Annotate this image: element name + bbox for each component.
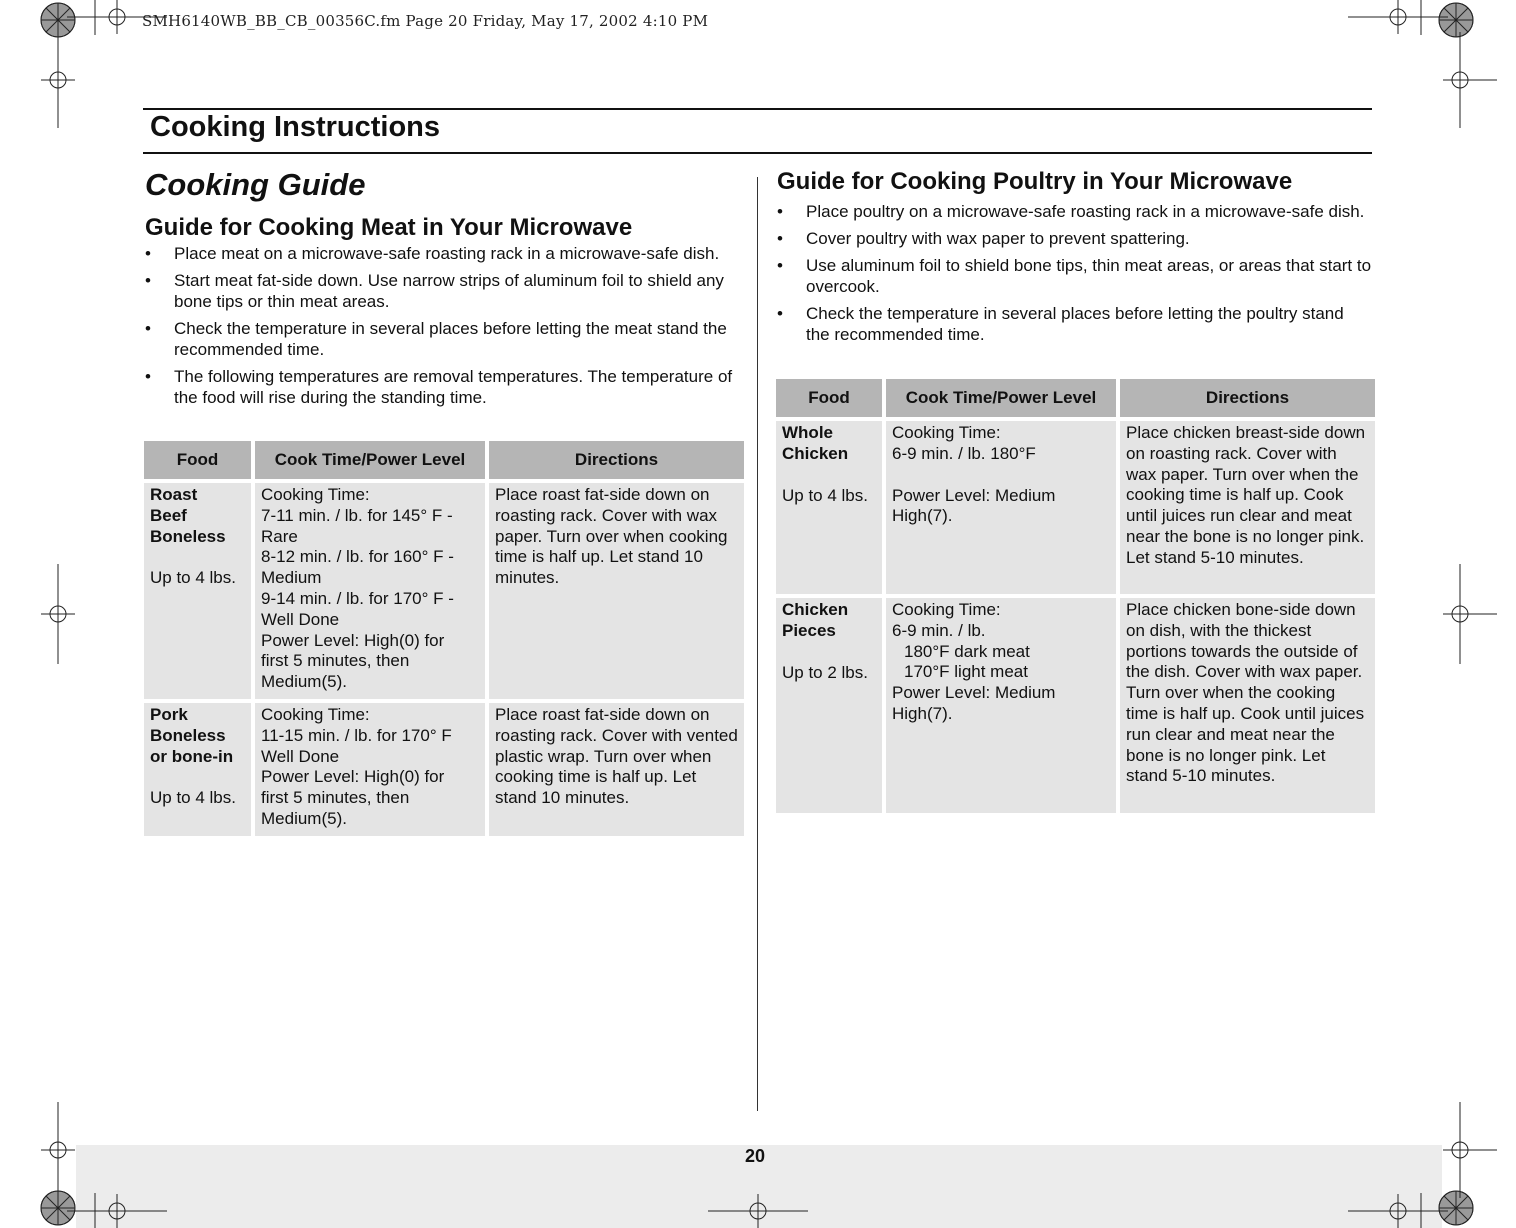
crop-sunburst-top-left: [41, 3, 75, 37]
spacer: [782, 642, 876, 663]
cook-line: first 5 minutes, then: [261, 651, 410, 671]
table-row: [144, 703, 744, 836]
cook-line: first 5 minutes, then: [261, 788, 410, 808]
cook-line: Cooking Time:: [261, 704, 370, 724]
meat-bullet: • Place meat on a microwave-safe roasting rack in a microwave-safe dish.: [145, 243, 740, 264]
meat-bullet: • Start meat fat-side down. Use narrow strips of aluminum foil to shield any bone tips or thin meat areas.: [145, 270, 740, 312]
cook-line: Medium(5).: [261, 672, 347, 692]
column-divider: [757, 177, 758, 1111]
food-cell: [776, 421, 882, 594]
table-row: [144, 483, 744, 699]
food-name-line: or bone-in: [150, 746, 234, 766]
page-title: Cooking Guide: [145, 167, 366, 202]
cook-line: Power Level: High(0) for: [261, 630, 445, 650]
cook-time-cell: [255, 483, 485, 699]
meat-guide-title: Guide for Cooking Meat in Your Microwave: [145, 214, 633, 241]
crosshair-left-bottom: [41, 1102, 75, 1198]
cook-line: Rare: [261, 526, 298, 546]
header-cook-time: Cook Time/Power Level: [886, 379, 1116, 417]
crosshair-bottom-right: [1348, 1194, 1448, 1228]
cook-line: 180°F dark meat: [904, 641, 1030, 661]
poultry-bullet: • Use aluminum foil to shield bone tips, thin meat areas, or areas that start to overcook.: [777, 255, 1372, 297]
spacer: [892, 465, 1110, 486]
page-number: 20: [745, 1146, 766, 1166]
cook-time-cell: [255, 703, 485, 836]
crosshair-left-mid: [41, 564, 75, 664]
crosshair-left-top: [41, 32, 75, 128]
cook-line: High(7).: [892, 703, 953, 723]
meat-bullet: • Check the temperature in several places before letting the meat stand the recommended time.: [145, 318, 740, 360]
table-header-row: [776, 379, 1375, 417]
directions-cell: Place chicken breast-side down on roasting rack. Cover with wax paper. Turn over when the cooking time is half up. Cook until juices run clear and meat near the bone is no longer pink. Let stand 5-10 minutes.: [1120, 421, 1375, 594]
cook-time-cell: [886, 421, 1116, 594]
section-title: Cooking Instructions: [150, 111, 440, 143]
cook-line: Power Level: Medium: [892, 485, 1056, 505]
cook-line: High(7).: [892, 506, 953, 526]
meat-bullet: • The following temperatures are removal temperatures. The temperature of the food will rise during the standing time.: [145, 366, 740, 408]
spacer: [782, 465, 876, 486]
directions-cell: Place chicken bone-side down on dish, with the thickest portions towards the outside of the dish. Cover with wax paper. Turn over when the cooking time is half up. Cook until juices run clear and meat near the bone is no longer pink. Let stand 5-10 minutes.: [1120, 598, 1375, 813]
poultry-bullet-list: [777, 201, 1372, 351]
crop-sunburst-top-right: [1439, 3, 1473, 37]
food-name-line: Beef: [150, 505, 187, 525]
crosshair-right-top: [1443, 32, 1497, 128]
crosshair-right-bottom: [1443, 1102, 1497, 1198]
food-name-line: Boneless: [150, 725, 226, 745]
crosshair-top-right-a: [1348, 0, 1448, 34]
crop-sunburst-bottom-right: [1439, 1191, 1473, 1225]
food-name-line: Boneless: [150, 526, 226, 546]
header-rule-top: [143, 108, 1372, 110]
food-name-line: Pieces: [782, 620, 836, 640]
header-directions: Directions: [1120, 379, 1375, 417]
cook-line: Cooking Time:: [261, 485, 370, 504]
cook-line: Well Done: [261, 746, 340, 766]
header-food: Food: [776, 379, 882, 417]
poultry-bullet: • Check the temperature in several places before letting the poultry stand the recommended time.: [777, 303, 1372, 345]
cook-line: 170°F light meat: [904, 662, 1028, 682]
header-rule-bottom: [143, 152, 1372, 154]
cook-line: Cooking Time:: [892, 600, 1001, 619]
cook-line: Cooking Time:: [892, 423, 1001, 442]
poultry-bullet: • Place poultry on a microwave-safe roasting rack in a microwave-safe dish.: [777, 201, 1372, 222]
header-directions: Directions: [489, 441, 744, 479]
poultry-table: [772, 375, 1379, 817]
meat-table: [140, 437, 748, 840]
food-name-line: Pork: [150, 704, 188, 724]
poultry-bullet: • Cover poultry with wax paper to prevent spattering.: [777, 228, 1372, 249]
poultry-guide-title: Guide for Cooking Poultry in Your Microwave: [777, 168, 1293, 195]
directions-cell: Place roast fat-side down on roasting rack. Cover with vented plastic wrap. Turn over when cooking time is half up. Let stand 10 minutes.: [489, 703, 744, 836]
weight-limit: Up to 4 lbs.: [150, 568, 236, 588]
crosshair-bottom-center: [708, 1194, 808, 1228]
cook-line: 8-12 min. / lb. for 160° F -: [261, 547, 454, 567]
cook-line: 11-15 min. / lb. for 170° F: [261, 725, 452, 745]
cook-line: Power Level: Medium: [892, 683, 1056, 703]
table-row: [776, 421, 1375, 594]
cook-line: 6-9 min. / lb.: [892, 620, 986, 640]
table-row: [776, 598, 1375, 813]
weight-limit: Up to 4 lbs.: [150, 788, 236, 808]
cook-line: Power Level: High(0) for: [261, 767, 445, 787]
meat-bullet-list: [145, 243, 740, 414]
file-slug: SMH6140WB_BB_CB_00356C.fm Page 20 Friday, May 17, 2002 4:10 PM: [142, 12, 709, 30]
header-cook-time: Cook Time/Power Level: [255, 441, 485, 479]
cook-line: 6-9 min. / lb. 180°F: [892, 443, 1036, 463]
food-cell: [144, 483, 251, 699]
spacer: [150, 767, 245, 788]
directions-cell: Place roast fat-side down on roasting rack. Cover with wax paper. Turn over when cooking time is half up. Let stand 10 minutes.: [489, 483, 744, 699]
header-food: Food: [144, 441, 251, 479]
food-cell: [776, 598, 882, 813]
crosshair-right-mid: [1443, 564, 1497, 664]
cook-line: 9-14 min. / lb. for 170° F -: [261, 588, 454, 608]
table-header-row: [144, 441, 744, 479]
cook-line: 7-11 min. / lb. for 145° F -: [261, 505, 453, 525]
food-name-line: Whole: [782, 423, 833, 442]
food-name-line: Chicken: [782, 443, 849, 463]
food-name-line: Roast: [150, 485, 198, 504]
food-cell: [144, 703, 251, 836]
weight-limit: Up to 2 lbs.: [782, 662, 868, 682]
cook-line: Medium(5).: [261, 808, 347, 828]
cook-line: Well Done: [261, 609, 340, 629]
crosshair-bottom-left: [67, 1194, 167, 1228]
food-name-line: Chicken: [782, 600, 849, 619]
cook-time-cell: [886, 598, 1116, 813]
weight-limit: Up to 4 lbs.: [782, 485, 868, 505]
spacer: [150, 547, 245, 568]
cook-line: Medium: [261, 568, 322, 588]
